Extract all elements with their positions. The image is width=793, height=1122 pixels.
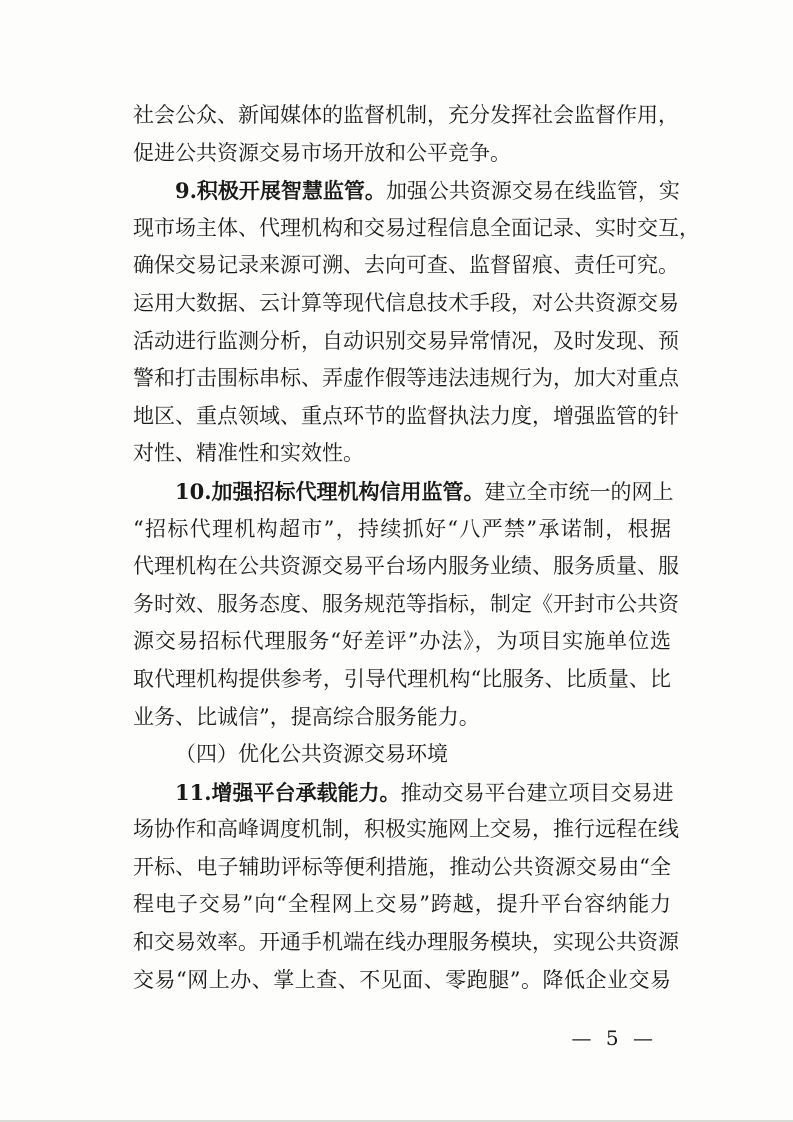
text-line: 地区、重点领域、重点环节的监督执法力度，增强监管的针 xyxy=(133,403,679,428)
text-line: 代理机构在公共资源交易平台场内服务业绩、服务质量、服 xyxy=(133,554,679,579)
text-line: 确保交易记录来源可溯、去向可查、监督留痕、责任可究。 xyxy=(133,253,679,278)
item-heading: 11.增强平台承载能力。 xyxy=(175,779,401,805)
text-line: 警和打击围标串标、弄虚作假等违法违规行为，加大对重点 xyxy=(133,366,679,391)
text-line: 交易“网上办、掌上查、不见面、零跑腿”。降低企业交易 xyxy=(133,967,671,992)
item-heading: 9.积极开展智慧监管。 xyxy=(175,178,386,204)
page-number: — 5 — xyxy=(571,1026,657,1050)
text-line: “招标代理机构超市”，持续抓好“八严禁”承诺制，根据 xyxy=(133,516,671,541)
item-heading: 10.加强招标代理机构信用监管。 xyxy=(175,478,485,504)
paragraph-first-line xyxy=(133,473,674,511)
text-line: 活动进行监测分析，自动识别交易异常情况，及时发现、预 xyxy=(133,328,679,353)
text-line: 和交易效率。开通手机端在线办理服务模块，实现公共资源 xyxy=(133,930,679,955)
text-line: 取代理机构提供参考，引导代理机构“比服务、比质量、比 xyxy=(133,666,671,691)
paragraph-first-line xyxy=(133,774,674,812)
text-segment: 建立全市统一的网上 xyxy=(484,479,674,504)
text-line: 程电子交易”向“全程网上交易”跨越，提升平台容纳能力 xyxy=(133,892,671,917)
text-line: 对性、精准性和实效性。 xyxy=(133,441,364,466)
paragraph-first-line xyxy=(133,172,680,210)
text-line: 业务、比诚信”，提高综合服务能力。 xyxy=(133,704,480,729)
text-line: 源交易招标代理服务“好差评”办法》，为项目实施单位选 xyxy=(133,629,671,654)
text-line: 开标、电子辅助评标等便利措施，推动公共资源交易由“全 xyxy=(133,854,671,879)
text-line: 场协作和高峰调度机制，积极实施网上交易，推行远程在线 xyxy=(133,817,679,842)
text-segment: 加强公共资源交易在线监管，实 xyxy=(385,179,680,204)
text-line: 运用大数据、云计算等现代信息技术手段，对公共资源交易 xyxy=(133,290,679,315)
text-line: 现市场主体、代理机构和交易过程信息全面记录、实时交互， xyxy=(133,215,700,240)
text-line: 社会公众、新闻媒体的监督机制，充分发挥社会监督作用， xyxy=(133,103,679,127)
text-line: 促进公共资源交易市场开放和公平竞争。 xyxy=(133,140,511,165)
document-body xyxy=(133,97,700,999)
text-line: 务时效、服务态度、服务规范等指标，制定《开封市公共资 xyxy=(133,591,679,616)
section-heading: （四）优化公共资源交易环境 xyxy=(175,742,448,767)
text-segment: 推动交易平台建立项目交易进 xyxy=(400,780,674,805)
